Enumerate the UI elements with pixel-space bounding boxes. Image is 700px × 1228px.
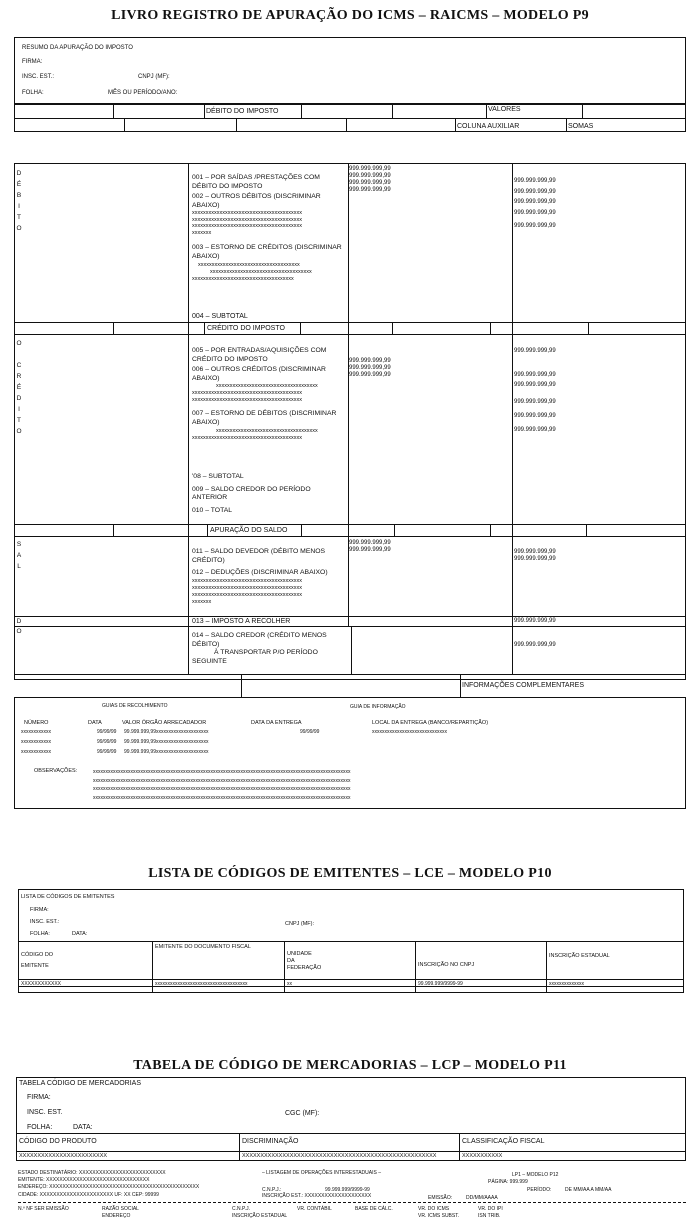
p10-row-ie: xxxxxxxxxxxxxx xyxy=(549,981,584,987)
p12-pagina: PÁGINA: 999.999 xyxy=(488,1179,528,1185)
saldo-credor-value: 999.999.999,99 xyxy=(514,642,556,648)
guia-row-valor: 99.999.999,99xxxxxxxxxxxxxxxxxxxxx xyxy=(124,749,209,755)
guia-row-data: 99/99/99 xyxy=(97,729,117,735)
p11-col-discriminacao: DISCRIMINAÇÃO xyxy=(242,1138,299,1145)
guia-row-local: xxxxxxxxxxxxxxxxxxxxxxxxxxxxxx xyxy=(372,729,447,735)
p9-title: LIVRO REGISTRO DE APURAÇÃO DO ICMS – RAICMS – MODELO P9 xyxy=(111,8,589,23)
col-local-entrega: LOCAL DA ENTREGA (BANCO/REPARTIÇÃO) xyxy=(372,720,489,726)
guia-row-entrega: 99/99/99 xyxy=(300,729,320,735)
firma-label: FIRMA: xyxy=(22,59,43,65)
p11-table xyxy=(16,1077,686,1161)
credito-tail: '08 – SUBTOTAL 009 – SALDO CREDOR DO PERÍODO ANTERIOR 010 – TOTAL xyxy=(192,473,311,514)
p12-periodo-value: DE MM/AA A MM/AA xyxy=(565,1187,612,1193)
p12-lp1: LP1 – MODELO P12 xyxy=(512,1172,559,1178)
folha-label: FOLHA: xyxy=(22,90,44,96)
p12-inscricao: INSCRIÇÃO EST.: XXXXXXXXXXXXXXXXXXXX xyxy=(262,1193,372,1199)
p11-col-codigo: CÓDIGO DO PRODUTO xyxy=(19,1138,97,1145)
guia-row-numero: xxxxxxxxxxxx xyxy=(21,739,51,745)
side-saldo: S A L xyxy=(16,541,22,570)
apuracao-do-saldo-header: APURAÇÃO DO SALDO xyxy=(210,527,288,534)
p10-title: LISTA DE CÓDIGOS DE EMITENTES – LCE – MODELO P10 xyxy=(148,866,552,881)
guia-row-numero: xxxxxxxxxxxx xyxy=(21,749,51,755)
p12-cnpj-label: C.N.P.J.: xyxy=(262,1187,282,1193)
p12-estado: ESTADO DESTINATÁRIO: XXXXXXXXXXXXXXXXXXXXXXXXXX xyxy=(18,1170,166,1176)
side-credito-o: O xyxy=(16,340,22,347)
credito-values-mid: 999.999.999,99 999.999.999,99 999.999.999,99 xyxy=(349,358,391,378)
p11-insc-label: INSC. EST. xyxy=(27,1109,63,1116)
p10-folha-label: FOLHA: xyxy=(30,931,50,937)
p12-col-isn-trib: ISN TRIB. xyxy=(478,1213,501,1219)
p12-col-vr-ipi: VR. DO IPI xyxy=(478,1206,503,1212)
p12-col-vr-icms: VR. DO ICMS xyxy=(418,1206,450,1212)
informacoes-complementares: INFORMAÇÕES COMPLEMENTARES xyxy=(462,682,584,689)
insc-est-label: INSC. EST.: xyxy=(22,74,55,80)
p12-cidade: CIDADE: XXXXXXXXXXXXXXXXXXXXXX UF: XX CEP: 99999 xyxy=(18,1192,159,1198)
p11-data-label: DATA: xyxy=(73,1124,93,1131)
p12-col-cnpj: C.N.P.J. xyxy=(232,1206,250,1212)
p12-emissao-value: DD/MM/AAAA xyxy=(466,1195,498,1201)
p10-col-cnpj: INSCRIÇÃO NO CNPJ xyxy=(418,962,475,968)
debito-lines: 001 – POR SAÍDAS /PRESTAÇÕES COM DÉBITO DO IMPOSTO 002 – OUTROS DÉBITOS (DISCRIMINAR ABAIXO) xxxxxxxxxxxxxxxxxxxxxxxxxxxxxxxxxxxxxxxx xxxxxxxxxxxxxxxxxxxxxxxxxxxxxxxxxxxxxxxx xxxxxxxxxxxxxxxxxxxxxxxxxxxxxxxxxxxxxxxx xxxxxxx 003 – ESTORNO DE CRÉDITOS (DISCRIMINAR ABAIXO) xxxxxxxxxxxxxxxxxxxxxxxxxxxxxxxxxxxxx xxxxxxxxxxxxxxxxxxxxxxxxxxxxxxxxxxxxx xxxxxxxxxxxxxxxxxxxxxxxxxxxxxxxxxxxxx xyxy=(192,174,342,282)
p12-cnpj-value: 99.999.999/9999-99 xyxy=(325,1187,370,1193)
p11-title: TABELA DE CÓDIGO DE MERCADORIAS – LCP – MODELO P11 xyxy=(133,1058,567,1073)
p10-row-uf: xx xyxy=(287,981,292,987)
p11-tabela-label: TABELA CÓDIGO DE MERCADORIAS xyxy=(19,1080,142,1087)
p10-col-codigo: CÓDIGO DO EMITENTE xyxy=(21,952,54,969)
p11-row-codigo: XXXXXXXXXXXXXXXXXXXXXXXX xyxy=(19,1153,108,1159)
p12-col-razao: RAZÃO SOCIAL xyxy=(102,1206,139,1212)
col-numero: NÚMERO xyxy=(24,720,49,726)
p11-row-discriminacao: XXXXXXXXXXXXXXXXXXXXXXXXXXXXXXXXXXXXXXXXXXXXXXXXXXXXX xyxy=(242,1153,437,1159)
saldo-lines: 011 – SALDO DEVEDOR (DÉBITO MENOS CRÉDITO) 012 – DEDUÇÕES (DISCRIMINAR ABAIXO) xxxxxxxxxxxxxxxxxxxxxxxxxxxxxxxxxxxxxxxx xxxxxxxxxxxxxxxxxxxxxxxxxxxxxxxxxxxxxxxx xxxxxxxxxxxxxxxxxxxxxxxxxxxxxxxxxxxxxxxx xxxxxxx xyxy=(192,548,328,605)
p12-col-endereco: ENDEREÇO xyxy=(102,1213,131,1219)
p10-insc-label: INSC. EST.: xyxy=(30,919,60,925)
observacoes-lines: xxxxxxxxxxxxxxxxxxxxxxxxxxxxxxxxxxxxxxxxxxxxxxxxxxxxxxxxxxxxxxxxxxxxxxxxxxxxxxxxxxxxxxxxxxxxxxxxxxxxxxx xxxxxxxxxxxxxxxxxxxxxxxxxxxxxxxxxxxxxxxxxxxxxxxxxxxxxxxxxxxxxxxxxxxxxxxxxxxxxxxxxxxxxxxxxxxxxxxxxxxxxxx xxxxxxxxxxxxxxxxxxxxxxxxxxxxxxxxxxxxxxxxxxxxxxxxxxxxxxxxxxxxxxxxxxxxxxxxxxxxxxxxxxxxxxxxxxxxxxxxxxxxxxx xxxxxxxxxxxxxxxxxxxxxxxxxxxxxxxxxxxxxxxxxxxxxxxxxxxxxxxxxxxxxxxxxxxxxxxxxxxxxxxxxxxxxxxxxxxxxxxxxxxxxxx xyxy=(93,769,351,801)
p12-col-vr-contabil: VR. CONTÁBIL xyxy=(297,1206,332,1212)
imposto-a-recolher: 013 – IMPOSTO A RECOLHER xyxy=(192,618,291,625)
somas-header: SOMAS xyxy=(568,123,594,130)
debito-subtotal: 004 – SUBTOTAL xyxy=(192,313,248,320)
p10-row-codigo: XXXXXXXXXXXX xyxy=(21,981,62,987)
p12-periodo-label: PERÍODO: xyxy=(527,1187,552,1193)
p10-lista-label: LISTA DE CÓDIGOS DE EMITENTES xyxy=(21,894,115,900)
imposto-a-recolher-value: 999.999.999,99 xyxy=(514,618,556,624)
saldo-values-mid: 999.999.999,99 999.999.999,99 xyxy=(349,540,391,553)
p11-cgc-label: CGC (MF): xyxy=(285,1110,320,1117)
p11-folha-label: FOLHA: xyxy=(27,1124,53,1131)
debito-values-mid: 999.999.999,99 999.999.999,99 999.999.999,99 999.999.999,99 xyxy=(349,166,391,193)
side-o: O xyxy=(16,628,22,635)
valores-header: VALORES xyxy=(488,106,521,113)
p11-firma-label: FIRMA: xyxy=(27,1094,51,1101)
cnpj-label: CNPJ (MF): xyxy=(138,74,170,80)
guia-row-valor: 99.999.999,99xxxxxxxxxxxxxxxxxxxxx xyxy=(124,729,209,735)
p10-cnpj-label: CNPJ (MF): xyxy=(285,921,315,927)
col-data-entrega: DATA DA ENTREGA xyxy=(251,720,302,726)
p10-firma-label: FIRMA: xyxy=(30,907,49,913)
guias-recolhimento: GUIAS DE RECOLHIMENTO xyxy=(102,703,168,709)
p9-main-table xyxy=(14,163,686,680)
col-data: DATA xyxy=(88,720,102,726)
col-valor-orgao: VALOR ÓRGÃO ARRECADADOR xyxy=(122,720,207,726)
p10-col-ie: INSCRIÇÃO ESTADUAL xyxy=(549,953,610,959)
p12-col-nf: N.º NF SER EMISSÃO xyxy=(18,1206,69,1212)
p10-row-emitente: xxxxxxxxxxxxxxxxxxxxxxxxxxxxxxxxxxxxx xyxy=(155,981,248,987)
guia-row-data: 99/99/99 xyxy=(97,739,117,745)
side-debito: D É B I T O xyxy=(16,170,22,232)
debito-do-imposto-header: DÉBITO DO IMPOSTO xyxy=(206,108,279,115)
p12-listagem: – LISTAGEM DE OPERAÇÕES INTERESTADUAIS – xyxy=(262,1170,382,1176)
p12-endereco: ENDEREÇO: XXXXXXXXXXXXXXXXXXXXXXXXXXXXXXXXXXXXXXXXXXXXX xyxy=(18,1184,200,1190)
saldo-values-right: 999.999.999,99 999.999.999,99 xyxy=(514,549,556,562)
p12-emissao-label: EMISSÃO: xyxy=(428,1195,453,1201)
p11-row-classificacao: XXXXXXXXXXX xyxy=(462,1153,503,1159)
p10-col-emitente: EMITENTE DO DOCUMENTO FISCAL xyxy=(155,944,251,950)
p12-col-inscricao: INSCRIÇÃO ESTADUAL xyxy=(232,1213,288,1219)
p10-data-label: DATA: xyxy=(72,931,88,937)
p12-col-vr-icms-subst: VR. ICMS SUBST. xyxy=(418,1213,460,1219)
credito-do-imposto-header: CRÉDITO DO IMPOSTO xyxy=(207,325,285,332)
credito-values-right: 999.999.999,99 999.999.999,99 999.999.999,99 999.999.999,99 999.999.999,99 999.999.999,99 xyxy=(514,348,556,433)
guia-informacao: GUIA DE INFORMAÇÃO xyxy=(350,704,406,710)
mes-periodo-label: MÊS OU PERÍODO/ANO: xyxy=(108,90,178,96)
p10-row-cnpj: 99.999.999/9999-99 xyxy=(418,981,463,987)
p11-col-classificacao: CLASSIFICAÇÃO FISCAL xyxy=(462,1138,545,1145)
guia-row-data: 99/99/99 xyxy=(97,749,117,755)
resumo-label: RESUMO DA APURAÇÃO DO IMPOSTO xyxy=(22,45,133,51)
p12-col-base-calc: BASE DE CÁLC. xyxy=(355,1206,393,1212)
guia-row-valor: 99.999.999,99xxxxxxxxxxxxxxxxxxxxx xyxy=(124,739,209,745)
p12-emitente: EMITENTE: XXXXXXXXXXXXXXXXXXXXXXXXXXXXXXX xyxy=(18,1177,150,1183)
coluna-auxiliar-header: COLUNA AUXILIAR xyxy=(457,123,520,130)
guia-row-numero: xxxxxxxxxxxx xyxy=(21,729,51,735)
debito-values-right: 999.999.999,99 999.999.999,99 999.999.999,99 999.999.999,99 999.999.999,99 xyxy=(514,178,556,229)
side-d: D xyxy=(16,618,22,625)
saldo-credor-lines: 014 – SALDO CREDOR (CRÉDITO MENOS DÉBITO) À TRANSPORTAR P/O PERÍODO SEGUINTE xyxy=(192,632,327,665)
credito-lines: 005 – POR ENTRADAS/AQUISIÇÕES COM CRÉDITO DO IMPOSTO 006 – OUTROS CRÉDITOS (DISCRIMINAR ABAIXO) xxxxxxxxxxxxxxxxxxxxxxxxxxxxxxxxxxxxx xxxxxxxxxxxxxxxxxxxxxxxxxxxxxxxxxxxxxxxx xxxxxxxxxxxxxxxxxxxxxxxxxxxxxxxxxxxxxxxx 007 – ESTORNO DE DÉBITOS (DISCRIMINAR ABAIXO) xxxxxxxxxxxxxxxxxxxxxxxxxxxxxxxxxxxxx xxxxxxxxxxxxxxxxxxxxxxxxxxxxxxxxxxxxxxxx xyxy=(192,347,337,441)
p10-col-uf: UNIDADE DA FEDERAÇÃO xyxy=(287,951,322,971)
side-credito: C R É D I T O xyxy=(16,362,22,435)
observacoes-label: OBSERVAÇÕES: xyxy=(34,768,78,774)
